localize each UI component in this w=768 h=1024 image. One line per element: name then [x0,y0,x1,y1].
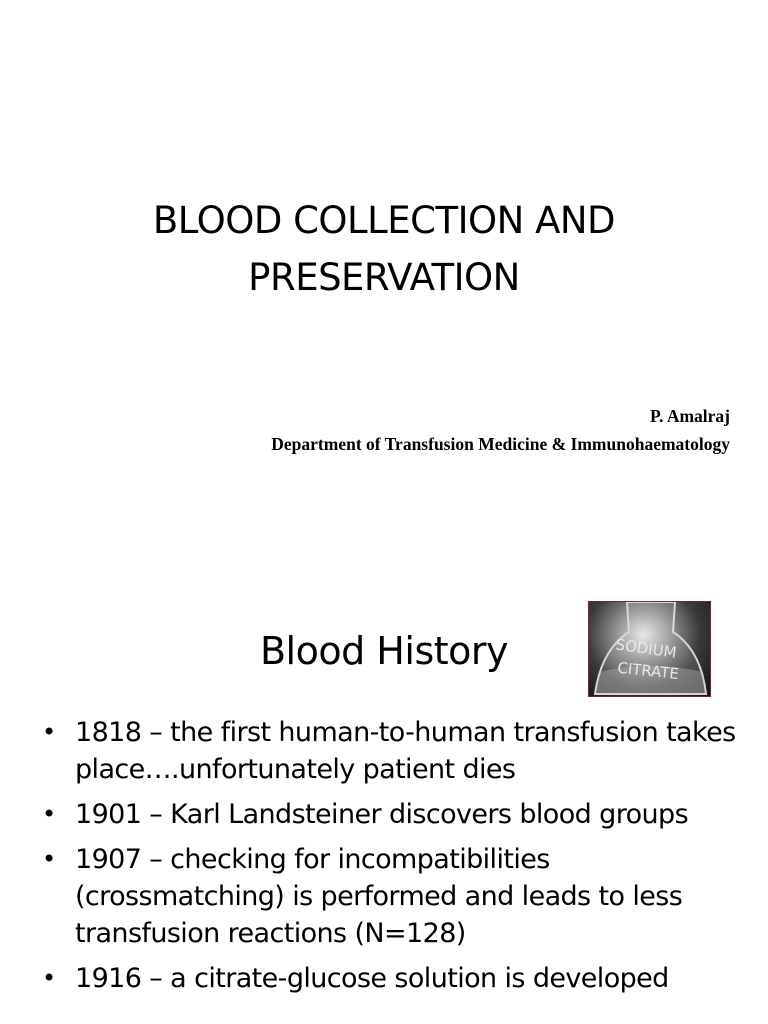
slide-title-line-1: BLOOD COLLECTION AND [152,199,616,242]
bullet-text: 1907 – checking for incompatibilities (crossmatching) is performed and leads to less transfusion reactions (N=128) [75,844,683,949]
author-department: Department of Transfusion Medicine & Immunohaematology [271,434,730,454]
bullet-text: 1818 – the first human-to-human transfusion takes place….unfortunately patient dies [75,717,736,785]
flask-illustration [589,602,711,697]
photo-text-line-2: CITRATE [616,658,680,684]
history-slide [0,576,768,1024]
bullet-dot-icon: • [42,845,56,873]
photo-text-line-1: SODIUM [614,635,678,662]
history-slide-title: Blood History [259,629,508,673]
bullet-dot-icon: • [42,718,56,746]
bullet-item [42,960,742,997]
bullet-dot-icon: • [42,964,56,992]
sodium-citrate-flask-photo [588,601,711,697]
history-bullet-list [42,714,742,1005]
bullet-item [42,796,742,833]
author-block [271,402,730,458]
author-name: P. Amalraj [649,406,730,426]
bullet-item [42,714,742,788]
slide-title-line-2: PRESERVATION [248,256,520,299]
bullet-dot-icon: • [42,800,56,828]
bullet-item [42,841,742,952]
bullet-text: 1901 – Karl Landsteiner discovers blood groups [75,799,689,830]
slide-title [0,192,768,306]
bullet-text: 1916 – a citrate-glucose solution is developed [75,963,669,994]
